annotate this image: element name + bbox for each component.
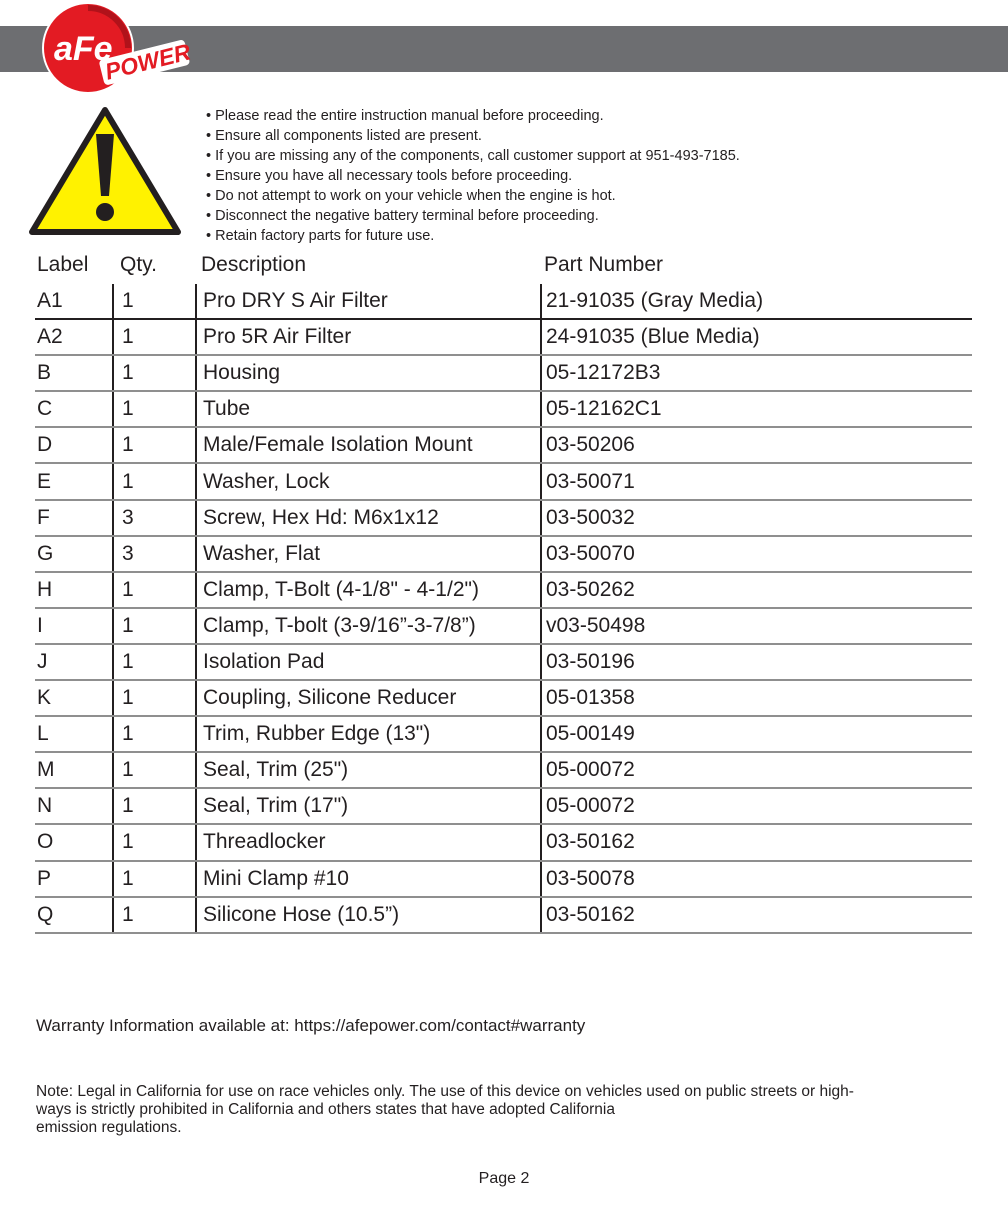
cell-description: Seal, Trim (17") [195,789,540,823]
table-row [35,501,972,537]
cell-description: Housing [195,356,540,390]
table-row [35,356,972,392]
warning-item: • Ensure all components listed are present. [206,126,740,146]
table-row [35,428,972,464]
cell-part-number: 03-50078 [540,862,972,896]
cell-description: Seal, Trim (25") [195,753,540,787]
cell-description: Isolation Pad [195,645,540,679]
table-body [35,284,972,934]
cell-label: P [37,866,52,890]
cell-description: Screw, Hex Hd: M6x1x12 [195,501,540,535]
warning-item: • Please read the entire instruction manual before proceeding. [206,106,740,126]
cell-description: Threadlocker [195,825,540,859]
header-part-number: Part Number [544,253,664,276]
warning-triangle-icon [26,104,184,240]
cell-part-number: 03-50071 [540,464,972,498]
cell-part-number: v03-50498 [540,609,972,643]
cell-part-number: 03-50162 [540,825,972,859]
table-row [35,537,972,573]
svg-text:aFe: aFe [54,30,113,68]
cell-part-number: 03-50262 [540,573,972,607]
cell-part-number: 05-12172B3 [540,356,972,390]
cell-description: Clamp, T-Bolt (4-1/8" - 4-1/2") [195,573,540,607]
cell-qty: 1 [112,825,195,859]
table-row [35,609,972,645]
cell-qty: 1 [112,645,195,679]
table-row [35,717,972,753]
cell-part-number: 05-00072 [540,753,972,787]
cell-qty: 1 [112,573,195,607]
cell-label: D [37,433,53,457]
cell-description: Trim, Rubber Edge (13") [195,717,540,751]
cell-description: Mini Clamp #10 [195,862,540,896]
header-description: Description [201,253,307,276]
afe-power-logo [40,0,200,100]
cell-description: Male/Female Isolation Mount [195,428,540,462]
table-row [35,681,972,717]
legal-line: ways is strictly prohibited in California and others states that have adopted California [36,1101,615,1118]
cell-qty: 3 [112,501,195,535]
warranty-info: Warranty Information available at: https://afepower.com/contact#warranty [36,1016,586,1035]
warning-item: • Disconnect the negative battery terminal before proceeding. [206,206,740,226]
cell-qty: 1 [112,609,195,643]
cell-label: H [37,577,53,601]
cell-label: A1 [37,289,63,313]
cell-part-number: 05-12162C1 [540,392,972,426]
cell-part-number: 03-50032 [540,501,972,535]
table-row [35,645,972,681]
cell-description: Washer, Lock [195,464,540,498]
cell-part-number: 21-91035 (Gray Media) [540,284,972,318]
table-row [35,898,972,934]
cell-label: I [37,613,43,637]
cell-part-number: 05-00072 [540,789,972,823]
cell-qty: 1 [112,862,195,896]
cell-qty: 1 [112,428,195,462]
cell-label: L [37,722,49,746]
table-row [35,789,972,825]
cell-label: M [37,758,55,782]
cell-description: Washer, Flat [195,537,540,571]
cell-part-number: 05-01358 [540,681,972,715]
cell-qty: 1 [112,320,195,354]
table-header [35,246,972,284]
cell-label: N [37,794,53,818]
cell-part-number: 24-91035 (Blue Media) [540,320,972,354]
cell-part-number: 03-50070 [540,537,972,571]
cell-label: J [37,649,48,673]
legal-line: Note: Legal in California for use on race vehicles only. The use of this device on vehicles used on public streets or high- [36,1083,854,1100]
cell-qty: 1 [112,464,195,498]
cell-label: A2 [37,325,63,349]
table-row [35,320,972,356]
cell-qty: 3 [112,537,195,571]
cell-label: G [37,541,54,565]
warning-item: • If you are missing any of the components, call customer support at 951-493-7185. [206,146,740,166]
warning-item: • Do not attempt to work on your vehicle when the engine is hot. [206,186,740,206]
cell-description: Clamp, T-bolt (3-9/16”-3-7/8”) [195,609,540,643]
warning-list [206,106,740,246]
legal-line: emission regulations. [36,1119,182,1136]
cell-part-number: 03-50162 [540,898,972,932]
cell-label: K [37,686,52,710]
cell-qty: 1 [112,753,195,787]
table-row [35,825,972,861]
cell-description: Coupling, Silicone Reducer [195,681,540,715]
table-row [35,464,972,500]
cell-label: F [37,505,50,529]
table-row [35,284,972,320]
header-label: Label [37,253,89,276]
cell-description: Pro 5R Air Filter [195,320,540,354]
cell-label: C [37,397,53,421]
cell-qty: 1 [112,898,195,932]
header-qty: Qty. [120,253,157,276]
cell-qty: 1 [112,284,195,318]
cell-part-number: 03-50206 [540,428,972,462]
cell-description: Pro DRY S Air Filter [195,284,540,318]
table-row [35,392,972,428]
table-row [35,753,972,789]
cell-qty: 1 [112,681,195,715]
cell-part-number: 05-00149 [540,717,972,751]
cell-description: Tube [195,392,540,426]
warning-item: • Retain factory parts for future use. [206,226,740,246]
cell-part-number: 03-50196 [540,645,972,679]
page-number: Page 2 [478,1170,530,1187]
cell-qty: 1 [112,356,195,390]
cell-label: Q [37,902,54,926]
svg-text:POWER: POWER [102,38,194,85]
cell-qty: 1 [112,789,195,823]
cell-label: O [37,830,54,854]
warning-item: • Ensure you have all necessary tools before proceeding. [206,166,740,186]
cell-label: E [37,469,52,493]
table-row [35,573,972,609]
table-row [35,862,972,898]
cell-label: B [37,361,52,385]
cell-qty: 1 [112,717,195,751]
cell-description: Silicone Hose (10.5”) [195,898,540,932]
cell-qty: 1 [112,392,195,426]
legal-note [36,1083,936,1137]
parts-table [35,246,972,934]
